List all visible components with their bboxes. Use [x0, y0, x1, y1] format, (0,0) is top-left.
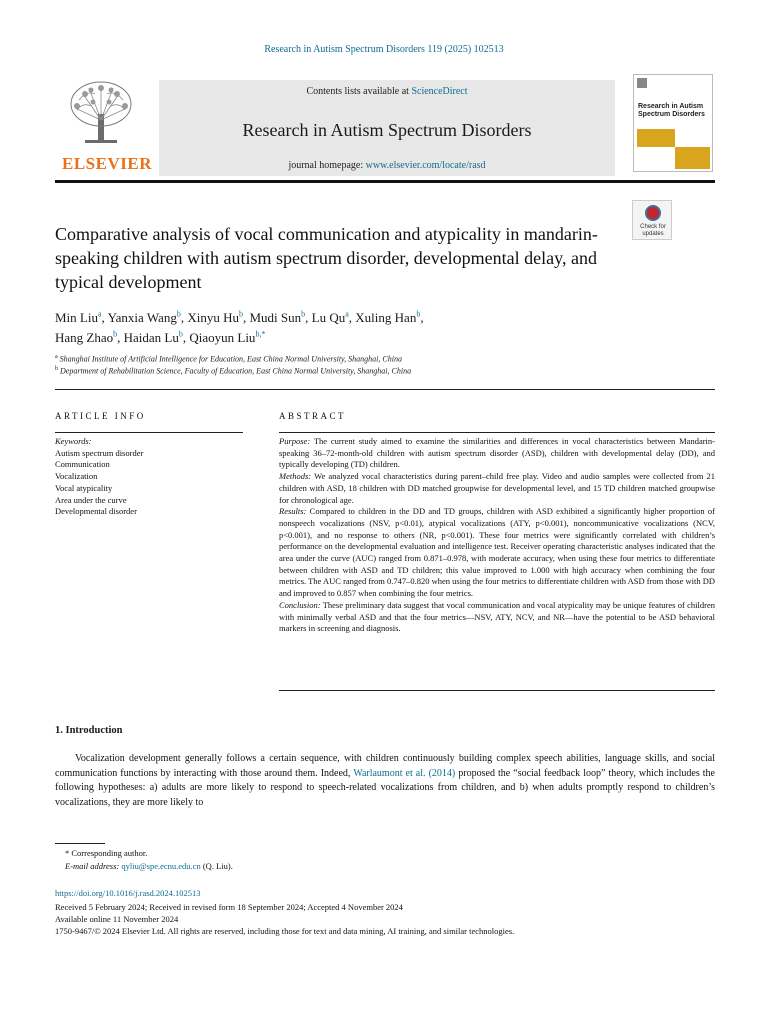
- check-updates-icon: [645, 205, 661, 221]
- check-for-updates-button[interactable]: [632, 200, 672, 240]
- paper-title: Comparative analysis of vocal communication and atypicality in mandarin-speaking children with autism spectrum disorder, developmental delay, and typical development: [55, 224, 598, 292]
- purpose-text: The current study aimed to examine the similarities and differences in vocal characteristics between Mandarin-speaking 36–72-month-old children with autism spectrum disorder (ASD), children with developmental delay (DD), and typically developing (TD) children.: [279, 436, 715, 470]
- conclusion-label: Conclusion:: [279, 599, 321, 610]
- elsevier-tree-logo-icon: [65, 80, 137, 146]
- copyright-line: 1750-9467/© 2024 Elsevier Ltd. All rights are reserved, including those for text and data mining, AI training, and similar technologies.: [55, 926, 515, 936]
- results-label: Results:: [279, 506, 307, 517]
- intro-text: proposed the “social feedback loop” theory, which includes the following hypotheses: a) adults are more likely to respond to speech-related vocalizations from children, and b) when adults promptly respond to children’s vocalizations, they are more likely to: [55, 767, 715, 808]
- keyword: Communication: [55, 459, 110, 470]
- doi-link[interactable]: https://doi.org/10.1016/j.rasd.2024.102513: [55, 888, 201, 898]
- email-suffix: (Q. Liu).: [200, 861, 233, 871]
- author-name[interactable]: Haidan Lu: [123, 330, 179, 345]
- intro-text: Vocalization development generally follows a certain sequence, with children continuously building complex speech abilities, language skills, and social communication functions by interacting with those around them. Indeed,: [55, 753, 715, 779]
- article-info-heading: ARTICLE INFO: [55, 411, 146, 421]
- keywords-label: Keywords:: [55, 436, 92, 446]
- keyword: Autism spectrum disorder: [55, 447, 144, 458]
- journal-cover[interactable]: [633, 74, 713, 172]
- author-affiliation-marker[interactable]: a: [97, 309, 102, 319]
- affiliation-text: Shanghai Institute of Artificial Intelligence for Education, East China Normal University, Shanghai, China: [59, 354, 402, 364]
- contents-line: [159, 86, 615, 97]
- results-text: Compared to children in the DD and TD groups, children with ASD exhibited a significantly higher proportion of nonspeech vocalizations (NSV, p<0.01), atypical vocalizations (ATY, p<0.001), noncommunicative vocalizations (NCV, p<0.001), and no response to others (NR, p<0.001). These four metrics were significantly correlated with children’s performance on the developmental evaluation and intelligence test. Receiver operating characteristic analyses indicated that the area under the curve (AUC) ranged from 0.871–0.978, with moderate accuracy, when using these four metrics to differentiate between children with ASD and TD children; this value improved to 1.000 with high accuracy when combining the four metrics. The AUC ranged from 0.747–0.820 when using the four metrics to differentiate children with ASD from those with DD and improved to 0.857 when combining the four metrics.: [279, 506, 715, 599]
- author-affiliation-marker[interactable]: b: [238, 309, 243, 319]
- citation-link[interactable]: Warlaumont et al. (2014): [353, 767, 456, 779]
- abstract-methods: [279, 471, 715, 506]
- keyword: Developmental disorder: [55, 506, 137, 517]
- cover-logo-icon: [637, 78, 647, 88]
- journal-title: Research in Autism Spectrum Disorders: [242, 120, 532, 140]
- journal-reference[interactable]: Research in Autism Spectrum Disorders 119 (2025) 102513: [264, 44, 504, 55]
- check-updates-label: Check for updates: [640, 224, 666, 237]
- sciencedirect-link[interactable]: ScienceDirect: [411, 86, 468, 97]
- abstract-results: [279, 506, 715, 600]
- author-name[interactable]: Hang Zhao: [55, 330, 114, 345]
- introduction-heading: 1. Introduction: [55, 725, 123, 736]
- author-name[interactable]: Lu Qu: [311, 310, 346, 325]
- section-rule: [55, 389, 715, 390]
- affiliation-marker: b: [55, 366, 58, 372]
- cover-block: [637, 129, 675, 147]
- author-affiliation-marker[interactable]: b: [416, 309, 421, 319]
- homepage-prefix: journal homepage:: [288, 160, 366, 171]
- methods-label: Methods:: [279, 471, 312, 482]
- keyword: Vocalization: [55, 471, 98, 482]
- available-line: Available online 11 November 2024: [55, 914, 179, 924]
- article-info-rule: [55, 432, 243, 433]
- elsevier-logo[interactable]: [55, 74, 159, 174]
- author-affiliation-marker[interactable]: b,*: [255, 329, 266, 339]
- author-name[interactable]: Qiaoyun Liu: [189, 330, 256, 345]
- conclusion-text: These preliminary data suggest that vocal communication and vocal atypicality may be unique features of children with minimally verbal ASD and that the four metrics—NSV, ATY, NCV, and NR—have the potential to be ASD behavioral markers in screening and diagnosis.: [279, 599, 715, 634]
- author-affiliation-marker[interactable]: b: [301, 309, 306, 319]
- homepage-link[interactable]: www.elsevier.com/locate/rasd: [365, 160, 486, 171]
- email-link[interactable]: qyliu@spe.ecnu.edu.cn: [121, 861, 201, 871]
- author-name[interactable]: Mudi Sun: [249, 310, 302, 325]
- abstract-bottom-rule: [279, 690, 715, 691]
- author-name[interactable]: Xuling Han: [355, 310, 417, 325]
- author-name[interactable]: Xinyu Hu: [187, 310, 239, 325]
- abstract-purpose: [279, 436, 715, 471]
- email-note: [65, 861, 233, 871]
- author-affiliation-marker[interactable]: b: [178, 329, 183, 339]
- journal-header: [55, 74, 715, 182]
- affiliation-text: Department of Rehabilitation Science, Faculty of Education, East China Normal University, Shanghai, China: [60, 366, 412, 376]
- author-affiliation-marker[interactable]: b: [113, 329, 118, 339]
- abstract-conclusion: [279, 600, 715, 635]
- keywords-block: [55, 436, 245, 518]
- cover-title: Research in Autism Spectrum Disorders: [638, 103, 705, 118]
- affiliation: [55, 366, 715, 376]
- contents-prefix: Contents lists available at: [306, 86, 412, 97]
- author-affiliation-marker[interactable]: a: [345, 309, 349, 319]
- email-label: E-mail address:: [65, 861, 120, 871]
- footnote-rule: [55, 843, 105, 844]
- cover-block: [675, 147, 710, 169]
- affiliation: [55, 354, 715, 364]
- author-name[interactable]: Min Liu: [55, 310, 98, 325]
- abstract-text: [279, 436, 715, 635]
- corresponding-author-note: * Corresponding author.: [65, 848, 148, 858]
- purpose-label: Purpose:: [279, 436, 311, 446]
- author-affiliation-marker[interactable]: b: [176, 309, 181, 319]
- author-name[interactable]: Yanxia Wang: [107, 310, 177, 325]
- affiliation-marker: a: [55, 354, 58, 360]
- keyword: Area under the curve: [55, 494, 127, 505]
- header-rule: [55, 180, 715, 183]
- introduction-paragraph: [55, 752, 715, 810]
- keyword: Vocal atypicality: [55, 482, 113, 493]
- received-line: Received 5 February 2024; Received in revised form 18 September 2024; Accepted 4 November 2024: [55, 902, 403, 912]
- abstract-heading: ABSTRACT: [279, 411, 347, 421]
- journal-banner: [159, 80, 615, 176]
- publisher-name: ELSEVIER: [62, 154, 152, 173]
- author-list: Min Liu$^a$, Yanxia Wang$^b$, Xinyu Hu$^b$, Mudi Sun$^b$, Lu Qu$^a$, Xuling Han$^b$, Hang Zhao$^b$, Haidan Lu$^b$, Qiaoyun Liu$^{b,*}$: [55, 309, 424, 345]
- doi-line: [55, 888, 201, 900]
- methods-text: We analyzed vocal characteristics during parent–child free play. Video and audio samples were collected from 21 children with ASD, 18 children with DD matched groupwise for developmental level, and 15 TD children matched groupwise for chronological age.: [279, 471, 715, 505]
- homepage-line: [159, 160, 615, 171]
- abstract-rule: [279, 432, 715, 433]
